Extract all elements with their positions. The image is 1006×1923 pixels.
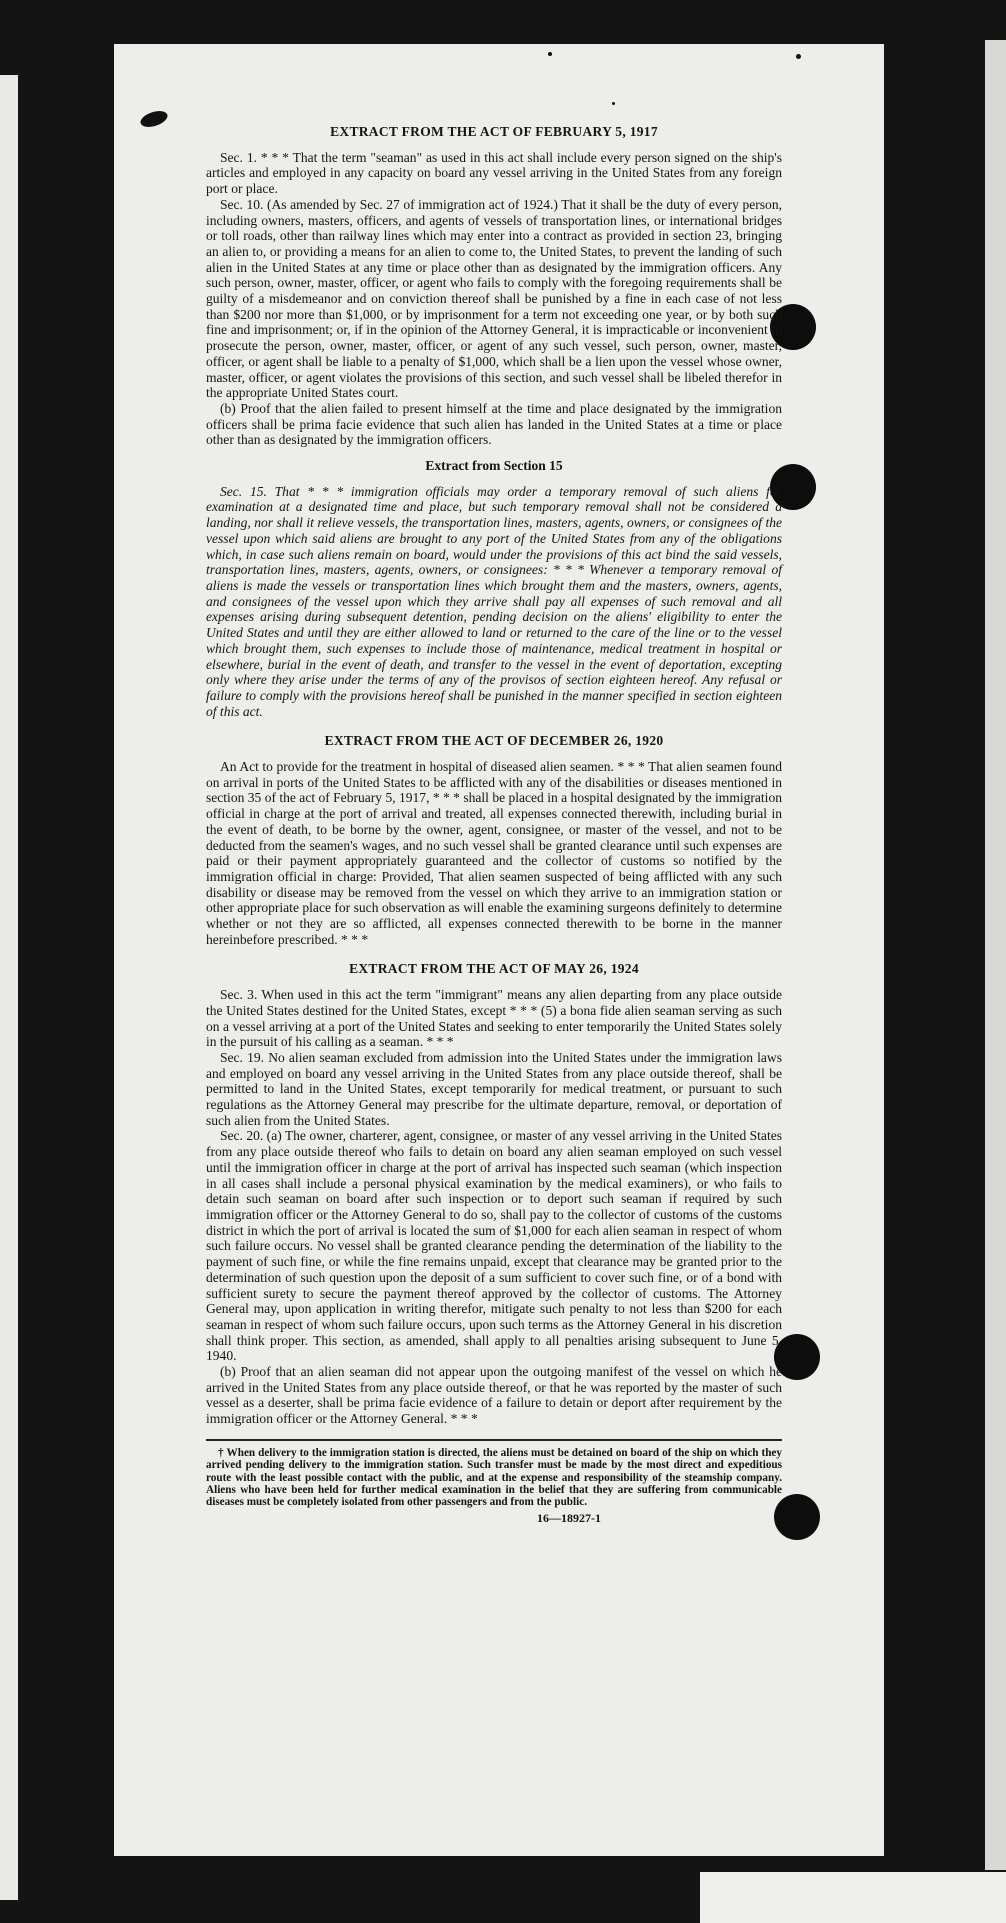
heading-act-1917: EXTRACT FROM THE ACT OF FEBRUARY 5, 1917 <box>330 124 658 139</box>
ink-speck <box>612 102 615 105</box>
section-1: Sec. 1. * * * That the term "seaman" as used in this act shall include every person signed on the ship's articles and employed in any capacity on board any vessel arriving in the United States from any foreign port or place. <box>206 149 782 197</box>
document-page <box>114 44 884 1856</box>
subheading-section-15: Extract from Section 15 <box>425 458 563 474</box>
scan-edge-bottom <box>700 1872 1006 1923</box>
document-number: 16—18927-1 <box>537 1510 601 1525</box>
scan-edge-left <box>0 75 18 1900</box>
section-15: Sec. 15. That * * * immigration officials may order a temporary removal of such aliens for examination at a designated time and place, but such temporary removal shall not be considered a landing, nor shall it relieve vessels, the transportation lines, masters, agents, owners, or consignees of the vessel upon which said aliens are brought to any port of the United States from any of the obligations which, in case such aliens remain on board, would under the provisions of this act bind the said vessels, transportation lines, masters, agents, owners, or consignees: * * * Whenever a temporary removal of aliens is made the vessels or transportation lines which brought them and the masters, owners, agents, and consignees of the vessel upon which they arrive shall pay all expenses of such removal and all expenses arising during subsequent detention, pending decision on the aliens' eligibility to enter the United States and until they are either allowed to land or returned to the care of the line or to the vessel which brought them, such expenses to include those of maintenance, medical treatment in hospital or elsewhere, burial in the event of death, and transfer to the vessel in the event of deportation, excepting only where they arise under the terms of any of the provisos of section eighteen hereof. Any refusal or failure to comply with the provisions hereof shall be punished in the manner specified in section eighteen of this act. <box>206 483 782 719</box>
section-10b: (b) Proof that the alien failed to present himself at the time and place designated by the immigration officers shall be prima facie evidence that such alien has landed in the United States at a time or place other than as designated by the immigration officers. <box>206 400 782 448</box>
act-1920-text: An Act to provide for the treatment in hospital of diseased alien seamen. * * * That alien seamen found on arrival in ports of the United States to be afflicted with any of the disabilities or diseases mentioned in section 35 of the act of February 5, 1917, * * * shall be placed in a hospital designated by the immigration official in charge at the port of arrival and treated, all expenses connected therewith, including burial in the event of death, to be borne by the owner, agent, consignee, or master of the vessel, and not to be deducted from the seamen's wages, and no such vessel shall be granted clearance until such expenses are paid or their payment appropriately guaranteed and the collector of customs so notified by the immigration official in charge: Provided, That alien seamen suspected of being afflicted with any such disability or disease may be removed from the vessel on which they arrive to an immigration station or other appropriate place for such observation as will enable the examining surgeons definitely to determine whether or not they are so afflicted, all expenses connected therewith to be borne in the manner hereinbefore prescribed. * * * <box>206 759 782 947</box>
section-3: Sec. 3. When used in this act the term "immigrant" means any alien departing from any place outside the United States destined for the United States, except * * * (5) a bona fide alien seaman serving as such on a vessel arriving at a port of the United States and seeking to enter temporarily the United States solely in the pursuit of his calling as a seaman. * * * <box>206 987 782 1050</box>
footnote-divider <box>206 1439 782 1441</box>
scan-edge-right <box>985 40 1006 1870</box>
ink-speck <box>548 52 552 56</box>
footnote: † When delivery to the immigration station is directed, the aliens must be detained on board of the ship on which they arrived pending delivery to the immigration station. Such transfer must be made by the most direct and expeditious route with the least possible contact with the public, and at the expense and responsibility of the steamship company. Aliens who have been held for further medical examination in the belief that they are suffering from communicable diseases must be completely isolated from other passengers and from the public. <box>206 1446 782 1509</box>
section-19: Sec. 19. No alien seaman excluded from admission into the United States under the immigration laws and employed on board any vessel arriving in the United States from any place outside thereof, shall be permitted to land in the United States, except temporarily for medical treatment, or pursuant to such regulations as the Attorney General may prescribe for the ultimate departure, removal, or deportation of such alien from the United States. <box>206 1049 782 1128</box>
ink-blot <box>139 108 170 130</box>
section-20: Sec. 20. (a) The owner, charterer, agent, consignee, or master of any vessel arriving in the United States from any place outside thereof who fails to detain on board any alien seaman employed on such vessel until the immigration officer in charge at the port of arrival has inspected such seaman (which inspection in all cases shall include a personal physical examination by the medical examiners), or who fails to detain such seaman on board after such inspection or to deport such seaman if required by such immigration officer or the Attorney General to do so, shall pay to the collector of customs of the customs district in which the port of arrival is located the sum of $1,000 for each alien seaman in respect of whom such failure occurs. No vessel shall be granted clearance pending the determination of the liability to the payment of such fine, or while the fine remains unpaid, except that clearance may be granted prior to the determination of such question upon the deposit of a sum sufficient to cover such fine, or of a bond with sufficient surety to secure the payment thereof approved by the collector of customs. The Attorney General may, upon application in writing therefor, mitigate such penalty to not less than $200 for each seaman in respect of whom such failure occurs, upon such terms as the Attorney General in his discretion shall think proper. This section, as amended, shall apply to all penalties arising subsequent to June 5, 1940. <box>206 1128 782 1364</box>
document-text <box>206 124 782 1527</box>
heading-act-1924: EXTRACT FROM THE ACT OF MAY 26, 1924 <box>349 961 639 977</box>
section-10: Sec. 10. (As amended by Sec. 27 of immigration act of 1924.) That it shall be the duty of every person, including owners, masters, officers, and agents of vessels of transportation lines, or international bridges or toll roads, other than railway lines which may enter into a contract as provided in section 23, bringing an alien to, or providing a means for an alien to come to, the United States, to prevent the landing of such alien in the United States at any time or place other than as designated by the immigration officers. Any such person, owner, master, officer, or agent who fails to comply with the foregoing requirements shall be guilty of a misdemeanor and on conviction thereof shall be punished by a fine in each case of not less than $200 nor more than $1,000, or by imprisonment for a term not exceeding one year, or by both such fine and imprisonment; or, if in the opinion of the Attorney General, it is impracticable or inconvenient to prosecute the person, owner, master, officer, or agent of any such vessel, such person, owner, master, officer, or agent shall be liable to a penalty of $1,000, which shall be a lien upon the vessel whose owner, master, officer, or agent violates the provisions of this section, and such vessel shall be libeled therefor in the appropriate United States court. <box>206 196 782 401</box>
heading-act-1920: EXTRACT FROM THE ACT OF DECEMBER 26, 1920 <box>324 733 664 749</box>
ink-speck <box>796 54 801 59</box>
section-20b: (b) Proof that an alien seaman did not appear upon the outgoing manifest of the vessel on which he arrived in the United States from any place outside thereof, or that he was reported by the master of such vessel as a deserter, shall be prima facie evidence of a failure to detain or deport after requirement by the immigration officer or the Attorney General. * * * <box>206 1364 782 1427</box>
